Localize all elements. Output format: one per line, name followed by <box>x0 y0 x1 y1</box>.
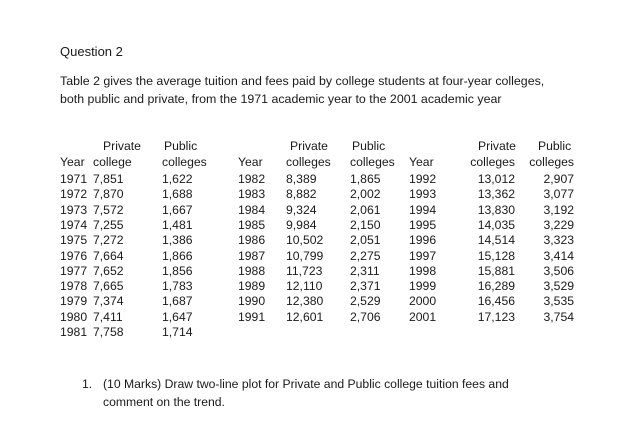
column-header-private: colleges <box>470 155 515 169</box>
column-header-top-private: Private <box>290 139 328 153</box>
table-cell-public: 3,414 <box>543 248 574 263</box>
table-cell-private: 7,664 <box>93 248 124 263</box>
table-cell-private: 13,012 <box>477 172 515 186</box>
table-cell-public: 2,002 <box>350 187 381 202</box>
column-header-public: colleges <box>529 155 574 169</box>
table-cell-private: 10,502 <box>286 233 324 248</box>
table-cell-year: 1989 <box>238 279 266 294</box>
table-cell-year: 1992 <box>409 172 437 186</box>
table-cell-public: 2,150 <box>350 217 381 232</box>
column-header-top-private: Private <box>478 139 516 153</box>
table-cell-private: 10,799 <box>286 248 324 263</box>
column-header-private: colleges <box>286 155 331 169</box>
table-cell-year: 1979 <box>60 294 88 309</box>
task-item <box>82 376 562 411</box>
table-cell-year: 1987 <box>238 248 266 263</box>
table-cell-year: 1973 <box>60 202 88 217</box>
intro-line-2: both public and private, from the 1971 academic year to the 2001 academic year <box>60 91 502 106</box>
table-cell-year: 1971 <box>60 172 88 186</box>
table-cell-year: 1984 <box>238 202 266 217</box>
table-cell-private: 13,362 <box>477 187 515 202</box>
table-cell-public: 3,535 <box>543 294 574 309</box>
column-header-year: Year <box>238 155 263 169</box>
table-cell-private: 15,881 <box>477 263 515 278</box>
table-cell-private: 11,723 <box>286 263 323 278</box>
table-cell-private: 7,851 <box>93 172 124 186</box>
table-cell-public: 2,907 <box>543 172 574 186</box>
table-cell-private: 12,380 <box>286 294 324 309</box>
task-number: 1. <box>82 377 93 391</box>
table-cell-public: 1,865 <box>350 172 381 186</box>
table-cell-public: 1,667 <box>162 202 193 217</box>
table-cell-year: 1976 <box>60 248 88 263</box>
table-cell-year: 1988 <box>238 263 266 278</box>
table-cell-public: 3,077 <box>543 187 574 202</box>
table-cell-year: 1994 <box>409 202 437 217</box>
table-cell-public: 3,506 <box>543 263 574 278</box>
table-cell-private: 14,514 <box>477 233 515 248</box>
table-cell-private: 7,652 <box>93 263 124 278</box>
table-cell-public: 3,754 <box>543 309 574 324</box>
table-cell-public: 1,622 <box>162 172 193 186</box>
table-cell-year: 1985 <box>238 217 266 232</box>
column-header-public: colleges <box>350 155 395 169</box>
table-cell-private: 7,572 <box>93 202 124 217</box>
table-cell-year: 1993 <box>409 187 437 202</box>
column-header-top-public: Public <box>164 139 198 153</box>
table-cell-year: 1983 <box>238 187 266 202</box>
table-cell-private: 7,272 <box>93 233 124 248</box>
table-cell-private: 7,758 <box>93 325 124 339</box>
table-cell-year: 1997 <box>409 248 437 263</box>
column-header-public: colleges <box>162 155 207 169</box>
table-cell-public: 2,275 <box>350 248 381 263</box>
table-cell-public: 2,061 <box>350 202 381 217</box>
table-cell-year: 1991 <box>238 309 266 324</box>
table-cell-year: 1999 <box>409 279 437 294</box>
table-cell-public: 2,706 <box>350 309 381 324</box>
table-cell-public: 2,051 <box>350 233 381 248</box>
table-cell-private: 7,411 <box>93 309 123 324</box>
table-cell-public: 2,529 <box>350 294 381 309</box>
table-cell-private: 7,665 <box>93 279 124 294</box>
table-cell-public: 1,481 <box>162 217 193 232</box>
table-cell-public: 1,386 <box>162 233 193 248</box>
table-cell-year: 1977 <box>60 263 88 278</box>
table-cell-year: 1982 <box>238 172 266 186</box>
table-cell-year: 2001 <box>409 309 437 324</box>
question-intro <box>60 73 600 108</box>
task-line-2: comment on the trend. <box>103 394 225 409</box>
table-cell-private: 14,035 <box>477 217 515 232</box>
task-line-1: (10 Marks) Draw two-line plot for Private and Public college tuition fees and <box>103 377 509 391</box>
table-cell-private: 12,110 <box>286 279 323 294</box>
table-cell-public: 2,371 <box>350 279 381 294</box>
table-cell-private: 8,389 <box>286 172 317 186</box>
table-cell-private: 9,324 <box>286 202 317 217</box>
table-cell-year: 1995 <box>409 217 437 232</box>
table-cell-private: 16,456 <box>477 294 515 309</box>
table-cell-year: 1972 <box>60 187 88 202</box>
table-cell-public: 3,229 <box>543 217 574 232</box>
column-header-private: college <box>93 155 132 169</box>
question-heading: Question 2 <box>60 44 123 59</box>
table-cell-year: 1974 <box>60 217 88 232</box>
column-header-top-private: Private <box>103 139 141 153</box>
table-cell-private: 7,255 <box>93 217 124 232</box>
table-cell-public: 1,647 <box>162 309 193 324</box>
table-cell-private: 17,123 <box>477 309 515 324</box>
table-cell-public: 3,529 <box>543 279 574 294</box>
table-cell-public: 1,687 <box>162 294 193 309</box>
table-cell-public: 1,688 <box>162 187 193 202</box>
table-cell-year: 1981 <box>60 325 88 339</box>
table-cell-public: 1,866 <box>162 248 193 263</box>
column-header-year: Year <box>409 155 434 169</box>
table-cell-private: 8,882 <box>286 187 317 202</box>
table-cell-private: 7,374 <box>93 294 124 309</box>
table-cell-year: 1996 <box>409 233 437 248</box>
table-cell-public: 1,783 <box>162 279 193 294</box>
table-cell-private: 13,830 <box>477 202 515 217</box>
table-cell-year: 1998 <box>409 263 437 278</box>
table-cell-year: 1975 <box>60 233 88 248</box>
table-cell-private: 7,870 <box>93 187 124 202</box>
column-header-top-public: Public <box>538 139 572 153</box>
table-cell-private: 15,128 <box>477 248 515 263</box>
table-cell-public: 3,192 <box>543 202 574 217</box>
table-cell-year: 1986 <box>238 233 266 248</box>
table-cell-private: 9,984 <box>286 217 317 232</box>
table-cell-public: 1,856 <box>162 263 193 278</box>
table-cell-public: 3,323 <box>543 233 574 248</box>
table-cell-private: 12,601 <box>286 309 324 324</box>
table-cell-year: 2000 <box>409 294 437 309</box>
intro-line-1: Table 2 gives the average tuition and fees paid by college students at four-year colleges, <box>60 74 545 88</box>
column-header-year: Year <box>60 155 85 169</box>
table-cell-public: 1,714 <box>162 325 193 339</box>
table-cell-year: 1978 <box>60 279 88 294</box>
table-cell-private: 16,289 <box>477 279 515 294</box>
table-cell-public: 2,311 <box>350 263 380 278</box>
table-cell-year: 1990 <box>238 294 266 309</box>
column-header-top-public: Public <box>352 139 386 153</box>
table-cell-year: 1980 <box>60 309 88 324</box>
